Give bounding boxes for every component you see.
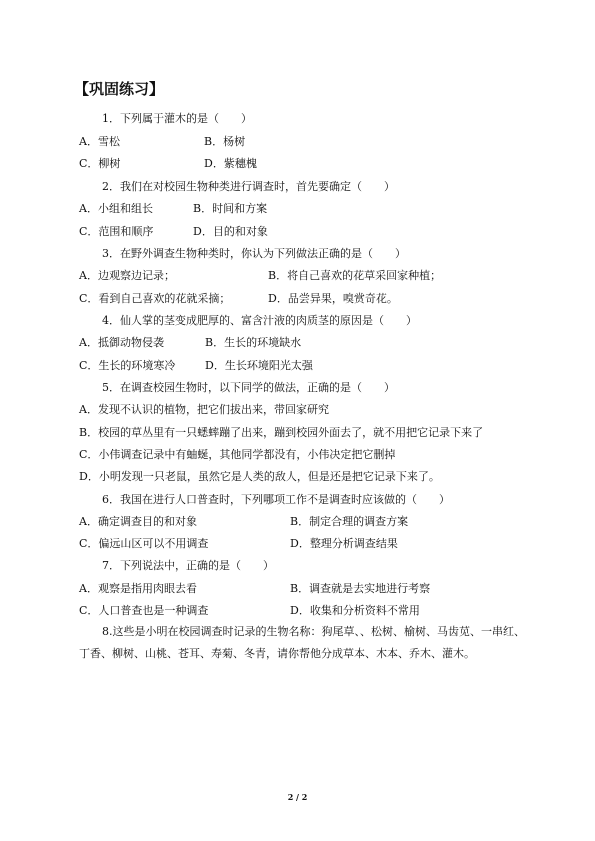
question-4-option-c: C．生长的环境寒冷: [79, 359, 176, 372]
question-4-option-b: B．生长的环境缺水: [205, 336, 302, 349]
question-8-text: 8.这些是小明在校园调查时记录的生物名称：狗尾草、、松树、榆树、马齿苋、一串红、丁香、柳树、山桃、苍耳、寿菊、冬青，请你帮他分成草本、木本、乔木、灌木。: [79, 625, 525, 660]
question-2-option-b: B．时间和方案: [193, 202, 268, 215]
question-3-option-a: A．边观察边记录；: [79, 269, 175, 282]
question-3-option-d: D．品尝异果，嗅赏奇花。: [268, 292, 398, 305]
question-2-stem: 2．我们在对校园生物种类进行调查时，首先要确定（ ）: [102, 180, 395, 193]
question-7-option-d: D．收集和分析资料不常用: [290, 604, 420, 617]
question-7-option-a: A．观察是指用肉眼去看: [79, 582, 197, 595]
question-6-option-d: D．整理分析调查结果: [290, 537, 398, 550]
question-5-option-d: D．小明发现一只老鼠，虽然它是人类的敌人，但是还是把它记录下来了。: [79, 470, 440, 483]
question-6-option-a: A．确定调查目的和对象: [79, 515, 197, 528]
question-5-option-c: C．小伟调查记录中有蚰蜒，其他同学都没有，小伟决定把它删掉: [79, 448, 396, 461]
question-3-option-b: B．将自己喜欢的花草采回家种植；: [268, 269, 442, 282]
question-7-option-b: B．调查就是去实地进行考察: [290, 582, 431, 595]
question-1-option-a: A．雪松: [79, 135, 120, 148]
question-5-stem: 5．在调查校园生物时，以下同学的做法，正确的是（ ）: [102, 381, 395, 394]
question-3-option-c: C．看到自己喜欢的花就采摘；: [79, 292, 231, 305]
question-1-stem: 1．下列属于灌木的是（ ）: [102, 112, 252, 125]
question-2-option-a: A．小组和组长: [79, 202, 153, 215]
question-8-paragraph: [79, 621, 531, 665]
question-7-option-c: C．人口普查也是一种调查: [79, 604, 209, 617]
page-number: 2 / 2: [287, 792, 308, 802]
question-3-stem: 3．在野外调查生物种类时，你认为下列做法正确的是（ ）: [102, 247, 406, 260]
question-6-option-b: B．制定合理的调查方案: [290, 515, 409, 528]
question-1-option-b: B．杨树: [204, 135, 246, 148]
question-5-option-b: B．校园的草丛里有一只蟋蟀蹦了出来，蹦到校园外面去了，就不用把它记录下来了: [79, 426, 484, 439]
question-4-option-d: D．生长环境阳光太强: [205, 359, 313, 372]
question-5-option-a: A．发现不认识的植物，把它们拔出来，带回家研究: [79, 403, 329, 416]
question-4-stem: 4．仙人掌的茎变成肥厚的、富含汁液的肉质茎的原因是（ ）: [102, 314, 417, 327]
question-2-option-d: D．目的和对象: [193, 225, 268, 238]
question-6-option-c: C．偏远山区可以不用调查: [79, 537, 209, 550]
section-heading: 【巩固练习】: [74, 80, 165, 98]
question-6-stem: 6．我国在进行人口普查时，下列哪项工作不是调查时应该做的（ ）: [102, 493, 450, 506]
question-1-option-d: D．紫穗槐: [204, 157, 257, 170]
question-4-option-a: A．抵御动物侵袭: [79, 336, 164, 349]
question-1-option-c: C．柳树: [79, 157, 121, 170]
question-7-stem: 7．下列说法中，正确的是（ ）: [102, 559, 274, 572]
question-2-option-c: C．范围和顺序: [79, 225, 154, 238]
